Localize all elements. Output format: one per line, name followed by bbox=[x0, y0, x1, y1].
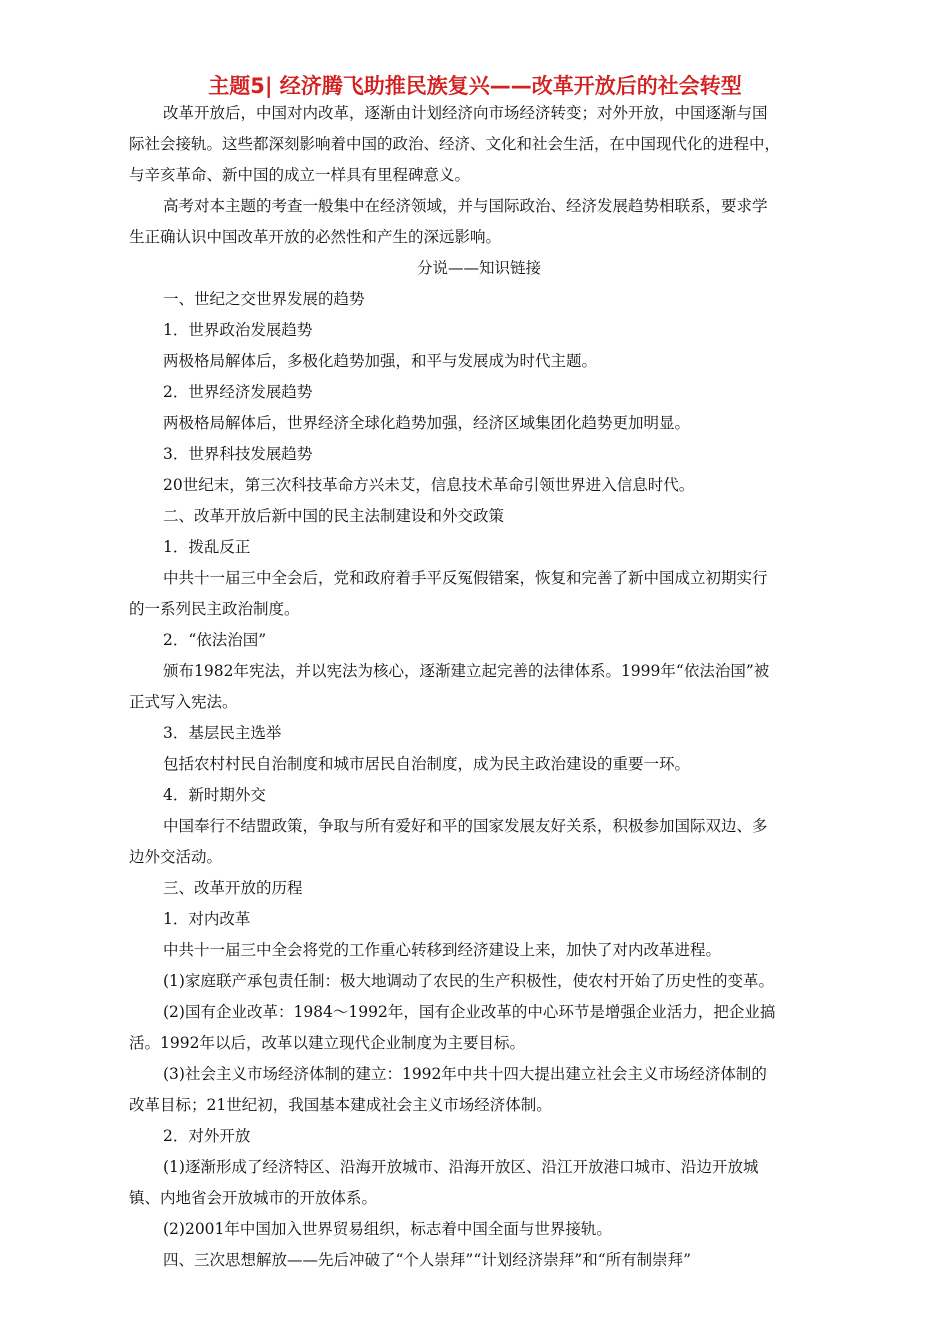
text-line: 正式写入宪法。 bbox=[129, 693, 238, 711]
text-line: 颁布1982年宪法，并以宪法为核心，逐渐建立起完善的法律体系。1999年“依法治国”被 bbox=[163, 662, 770, 680]
text-line: 1．对内改革 bbox=[163, 910, 251, 928]
text-line: 生正确认识中国改革开放的必然性和产生的深远影响。 bbox=[129, 228, 502, 246]
text-line: 2．“依法治国” bbox=[163, 631, 267, 649]
text-line: 包括农村村民自治制度和城市居民自治制度，成为民主政治建设的重要一环。 bbox=[163, 755, 691, 773]
page-title: 主题5| 经济腾飞助推民族复兴——改革开放后的社会转型 bbox=[208, 74, 742, 98]
document-body bbox=[129, 98, 829, 1276]
text-line: 2．对外开放 bbox=[163, 1127, 251, 1145]
text-line: 高考对本主题的考查一般集中在经济领域，并与国际政治、经济发展趋势相联系，要求学 bbox=[163, 197, 768, 215]
text-line: 两极格局解体后，多极化趋势加强，和平与发展成为时代主题。 bbox=[163, 352, 598, 370]
section-heading: 分说——知识链接 bbox=[416, 259, 541, 277]
text-line: 改革开放后，中国对内改革，逐渐由计划经济向市场经济转变；对外开放，中国逐渐与国 bbox=[163, 104, 768, 122]
text-line: 际社会接轨。这些都深刻影响着中国的政治、经济、文化和社会生活，在中国现代化的进程中， bbox=[129, 135, 781, 153]
text-line: (2)国有企业改革：1984～1992年，国有企业改革的中心环节是增强企业活力，把企业搞 bbox=[163, 1003, 776, 1021]
text-line: 中共十一届三中全会将党的工作重心转移到经济建设上来，加快了对内改革进程。 bbox=[163, 941, 722, 959]
text-line: 中共十一届三中全会后，党和政府着手平反冤假错案，恢复和完善了新中国成立初期实行 bbox=[163, 569, 768, 587]
text-line: 的一系列民主政治制度。 bbox=[129, 600, 300, 618]
text-line: 3．世界科技发展趋势 bbox=[163, 445, 313, 463]
text-line: 三、改革开放的历程 bbox=[163, 879, 303, 897]
text-line: 边外交活动。 bbox=[129, 848, 223, 866]
text-line: 活。1992年以后，改革以建立现代企业制度为主要目标。 bbox=[129, 1034, 525, 1052]
text-line: 中国奉行不结盟政策，争取与所有爱好和平的国家发展友好关系，积极参加国际双边、多 bbox=[163, 817, 768, 835]
text-line: (1)逐渐形成了经济特区、沿海开放城市、沿海开放区、沿江开放港口城市、沿边开放城 bbox=[163, 1158, 759, 1176]
text-line: 2．世界经济发展趋势 bbox=[163, 383, 313, 401]
text-line: 1．世界政治发展趋势 bbox=[163, 321, 313, 339]
text-line: 4．新时期外交 bbox=[163, 786, 266, 804]
text-line: 与辛亥革命、新中国的成立一样具有里程碑意义。 bbox=[129, 166, 471, 184]
text-line: 1．拨乱反正 bbox=[163, 538, 251, 556]
text-line: 改革目标；21世纪初，我国基本建成社会主义市场经济体制。 bbox=[129, 1096, 552, 1114]
text-line: 两极格局解体后，世界经济全球化趋势加强，经济区域集团化趋势更加明显。 bbox=[163, 414, 691, 432]
text-line: (3)社会主义市场经济体制的建立：1992年中共十四大提出建立社会主义市场经济体制的 bbox=[163, 1065, 767, 1083]
text-line: 镇、内地省会开放城市的开放体系。 bbox=[129, 1189, 378, 1207]
text-line: (2)2001年中国加入世界贸易组织，标志着中国全面与世界接轨。 bbox=[163, 1220, 612, 1238]
text-line: (1)家庭联产承包责任制：极大地调动了农民的生产积极性，使农村开始了历史性的变革。 bbox=[163, 972, 774, 990]
text-line: 20世纪末，第三次科技革命方兴未艾，信息技术革命引领世界进入信息时代。 bbox=[163, 476, 695, 494]
text-line: 3．基层民主选举 bbox=[163, 724, 282, 742]
text-line: 四、三次思想解放——先后冲破了“个人崇拜”“计划经济崇拜”和“所有制崇拜” bbox=[163, 1251, 692, 1269]
text-line: 二、改革开放后新中国的民主法制建设和外交政策 bbox=[163, 507, 505, 525]
text-line: 一、世纪之交世界发展的趋势 bbox=[163, 290, 365, 308]
